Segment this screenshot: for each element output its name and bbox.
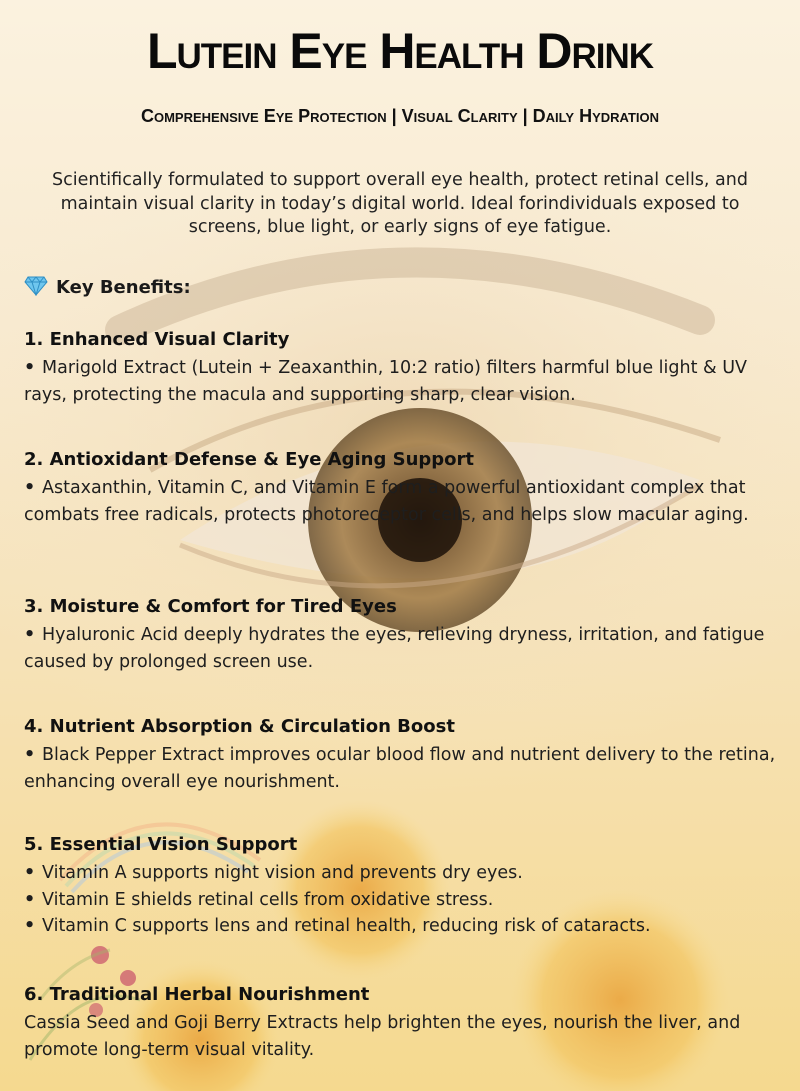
benefit-section-4 xyxy=(24,715,779,795)
benefit-heading: 2. Antioxidant Defense & Eye Aging Support xyxy=(24,449,475,470)
benefit-heading: 1. Enhanced Visual Clarity xyxy=(24,329,290,350)
benefit-bullet: • Marigold Extract (Lutein + Zeaxanthin, 10:2 ratio) filters harmful blue light & UV rays, protecting the macula and supporting sharp, clear vision. xyxy=(24,355,779,408)
page-subtitle: Comprehensive Eye Protection | Visual Clarity | Daily Hydration xyxy=(140,106,659,126)
benefit-bullet: • Astaxanthin, Vitamin C, and Vitamin E form a powerful antioxidant complex that combats free radicals, protects photoreceptor cells, and helps slow macular aging. xyxy=(24,475,779,528)
intro-paragraph: Scientifically formulated to support overall eye health, protect retinal cells, and maintain visual clarity in today’s digital world. Ideal forindividuals exposed to screens, blue light, or early signs of eye fatigue. xyxy=(52,170,748,238)
benefit-section-5 xyxy=(24,833,779,939)
page-title: Lutein Eye Health Drink xyxy=(146,23,654,79)
benefit-section-1 xyxy=(24,328,779,408)
benefit-heading: 5. Essential Vision Support xyxy=(24,834,298,855)
benefit-section-6 xyxy=(24,983,779,1063)
benefit-bullet: • Vitamin C supports lens and retinal health, reducing risk of cataracts. xyxy=(24,913,779,939)
benefit-section-2 xyxy=(24,448,779,528)
benefit-bullet: • Vitamin E shields retinal cells from oxidative stress. xyxy=(24,887,779,913)
benefit-heading: 6. Traditional Herbal Nourishment xyxy=(24,984,370,1005)
benefit-bullet: • Hyaluronic Acid deeply hydrates the eyes, relieving dryness, irritation, and fatigue caused by prolonged screen use. xyxy=(24,622,779,675)
key-benefits-heading xyxy=(24,276,191,301)
benefit-bullet: • Vitamin A supports night vision and prevents dry eyes. xyxy=(24,860,779,886)
benefit-heading: 4. Nutrient Absorption & Circulation Boost xyxy=(24,716,455,737)
benefit-bullet: • Black Pepper Extract improves ocular blood flow and nutrient delivery to the retina, enhancing overall eye nourishment. xyxy=(24,742,779,795)
benefit-heading: 3. Moisture & Comfort for Tired Eyes xyxy=(24,596,397,617)
gem-icon xyxy=(24,276,48,301)
benefit-text: Cassia Seed and Goji Berry Extracts help brighten the eyes, nourish the liver, and promote long-term visual vitality. xyxy=(24,1013,741,1060)
key-benefits-label: Key Benefits: xyxy=(56,277,191,298)
benefit-section-3 xyxy=(24,595,779,675)
